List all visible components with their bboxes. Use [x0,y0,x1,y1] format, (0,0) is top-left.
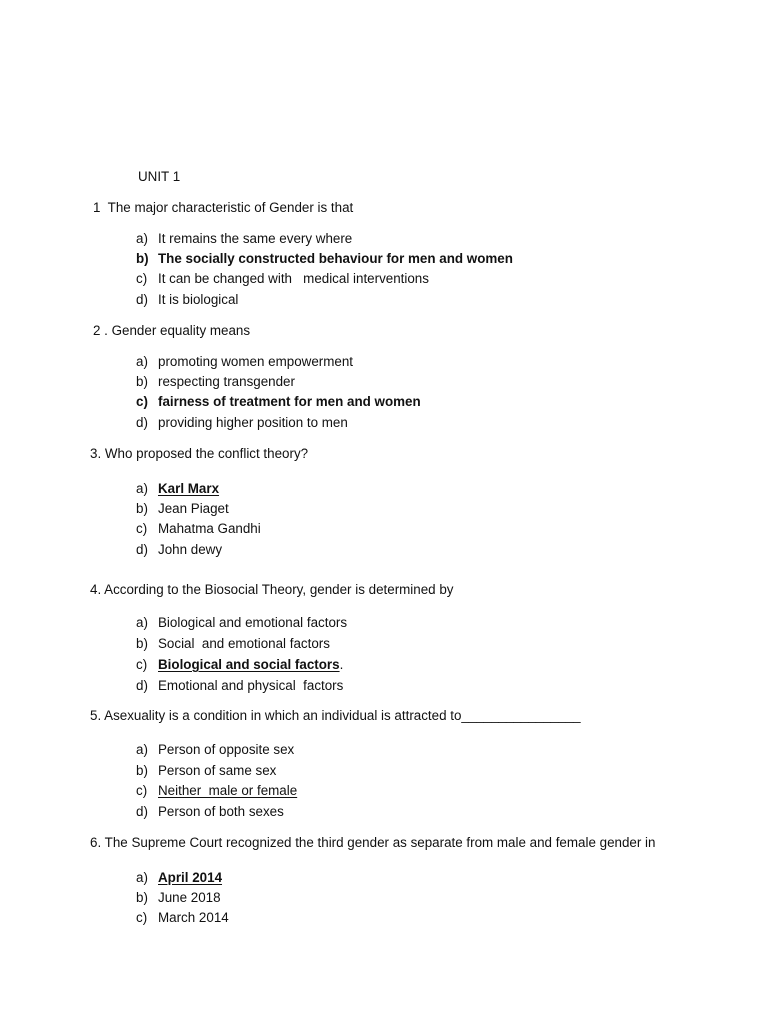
q5-option-d [136,804,284,820]
option-letter: b) [136,501,148,516]
option-text: Person of same sex [158,763,277,778]
q5-option-b [136,763,276,779]
option-text: Emotional and physical factors [158,678,344,693]
option-letter: a) [136,742,148,757]
option-text: Jean Piaget [158,501,229,516]
q5-option-a [136,742,294,758]
q4-option-b [136,636,330,652]
q3-option-a-answer [136,481,219,497]
option-letter: d) [136,292,148,307]
option-letter: b) [136,636,148,651]
option-text: It is biological [158,292,239,307]
option-letter: c) [136,394,148,409]
q5-option-c-answer [136,783,297,799]
option-letter: c) [136,271,148,286]
option-text: John dewy [158,542,223,557]
option-text: Biological and emotional factors [158,615,348,630]
option-text: It remains the same every where [158,231,353,246]
option-letter: c) [136,783,148,798]
option-letter: b) [136,374,148,389]
option-letter: d) [136,678,148,693]
option-letter: b) [136,890,148,905]
option-text: promoting women empowerment [158,354,353,369]
q3-option-d [136,542,222,558]
q4-option-c-answer [136,657,343,673]
option-letter: c) [136,521,148,536]
q1-option-d [136,292,238,308]
option-text: It can be changed with medical interventions [158,271,429,286]
q4-option-a [136,615,347,631]
question-1-text: 1 The major characteristic of Gender is that [93,200,354,215]
option-letter: c) [136,910,148,925]
option-letter: b) [136,763,148,778]
q1-option-b-answer [136,251,513,267]
option-text: fairness of treatment for men and women [158,394,421,409]
question-2-text: 2 . Gender equality means [93,323,251,338]
q6-option-c [136,910,229,926]
option-text: Neither male or female [158,783,298,798]
question-6-text: 6. The Supreme Court recognized the third gender as separate from male and female gender in [90,835,656,850]
option-letter: d) [136,804,148,819]
option-text: June 2018 [158,890,221,905]
option-letter: b) [136,251,149,266]
option-text: respecting transgender [158,374,295,389]
q3-option-c [136,521,261,537]
option-text: Biological and social factors [158,657,340,672]
option-text: Karl Marx [158,481,220,496]
option-text: Social and emotional factors [158,636,330,651]
q2-option-b [136,374,295,390]
q1-option-a [136,231,352,247]
q4-option-d [136,678,343,694]
option-letter: a) [136,870,148,885]
option-letter: d) [136,542,148,557]
option-letter: d) [136,415,148,430]
unit-heading: UNIT 1 [138,169,181,184]
option-text: Mahatma Gandhi [158,521,261,536]
option-text: March 2014 [158,910,229,925]
option-text: April 2014 [158,870,223,885]
option-letter: a) [136,481,148,496]
option-letter: a) [136,354,148,369]
q2-option-d [136,415,348,431]
q3-option-b [136,501,229,517]
question-5-text: 5. Asexuality is a condition in which an individual is attracted to________________ [90,708,581,723]
option-letter: c) [136,657,148,672]
option-suffix: . [339,657,344,672]
q6-option-b [136,890,221,906]
option-text: providing higher position to men [158,415,348,430]
question-3-text: 3. Who proposed the conflict theory? [90,446,309,461]
option-letter: a) [136,231,148,246]
q2-option-a [136,354,353,370]
option-text: The socially constructed behaviour for men and women [158,251,513,266]
q2-option-c-answer [136,394,421,410]
option-letter: a) [136,615,148,630]
q1-option-c [136,271,429,287]
question-4-text: 4. According to the Biosocial Theory, gender is determined by [90,582,454,597]
q6-option-a-answer [136,870,222,886]
option-text: Person of both sexes [158,804,284,819]
option-text: Person of opposite sex [158,742,295,757]
